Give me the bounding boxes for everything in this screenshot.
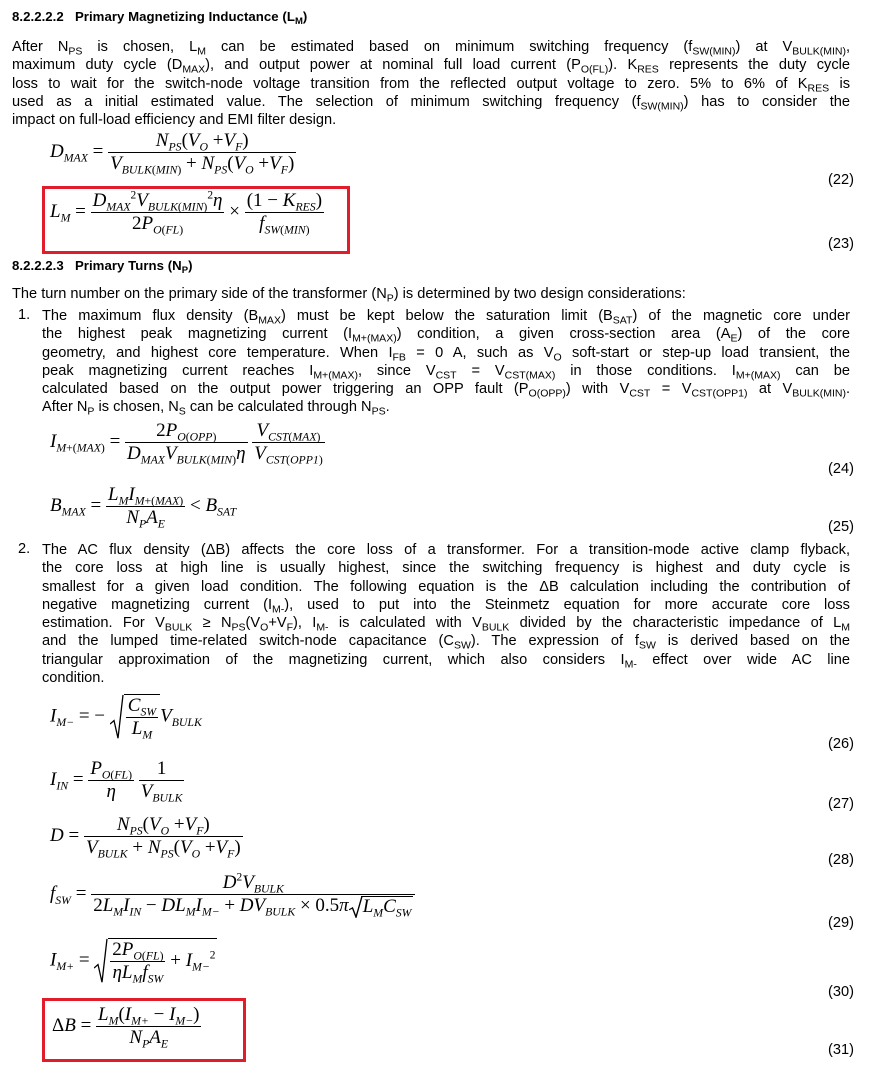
equation-number-23: (23) (828, 236, 854, 252)
equation-27: $I_{IN}$ = $\frac{P_{O(FL)}}{\eta}$ $\frac{1}{V_{BULK}}$ (50, 758, 183, 805)
equation-number-27: (27) (828, 796, 854, 812)
list-item-number-2: 2. (18, 541, 31, 557)
equation-number-31: (31) (828, 1042, 854, 1058)
equation-29: $f_{SW}$ = $D^2V_{BULK}$ $2L_MI_{IN} - DL_MI_{M-} + DV_{BULK} \times 0.5\pi$ $L_MC_{SW}$ (50, 872, 415, 918)
section-title: Primary Magnetizing Inductance (L (74, 9, 295, 24)
section-heading-np: 8.2.2.2.3 Primary Turns $(N_P)$ (12, 258, 193, 277)
highlight-box-eq23 (42, 186, 350, 254)
equation-number-29: (29) (828, 915, 854, 931)
equation-number-26: (26) (828, 736, 854, 752)
section-title: Primary Turns (N (74, 258, 182, 273)
equation-number-24: (24) (828, 461, 854, 477)
section-number: 8.2.2.2.3 (12, 258, 64, 273)
list-item-2: The AC flux density (ΔB) affects the core loss of a transformer. For a transition-mode active clamp flyback, the core loss at high line is usually highest, since the switching frequency is highest and duty cycle is smallest for a given load condition. The following equation is the ΔB calculation including the contribution of negative magnetizing current $(I_{M-})$, used to put into the Steinmetz equation for more accurate core loss estimation. For $V_{BULK} \ge N_{PS}(V_O+V_F)$, $I_{M-}$ is calculated with $V_{BULK}$ divided by the characteristic impedance of $L_M$ and the lumped time-related switch-node capacitance $(C_{SW})$. The expression of $f_{SW}$ is derived based on the triangular approximation of the magnetizing current, which also considers $I_{M-}$ effect over wide AC line condition. (42, 542, 851, 687)
equation-number-30: (30) (828, 984, 854, 1000)
equation-28: D = $\frac{N_{PS}(V_O +V_F)}{V_{BULK} + N_{PS}(V_O +V_F)}$ (50, 814, 241, 861)
equation-31: ΔB = $\frac{L_M(I_{M+} - I_{M-})}{N_PA_E}$ (52, 1004, 200, 1051)
intro-paragraph: The turn number on the primary side of the transformer $(N_P)$ is determined by two design considerations: (12, 286, 686, 305)
list-item-1: The maximum flux density $(B_{MAX})$ must be kept below the saturation limit $(B_{SAT})$ of the magnetic core under the highest peak magnetizing current $(I_{M+(MAX)})$ condition, a given cross-section area $(A_E)$ of the core geometry, and highest core temperature. When $I_{FB} = 0$ A, such as $V_O$ soft-start or step-up load transient, the peak magnetizing current reaches $I_{M+(MAX)}$, since $V_{CST} = V_{CST(MAX)}$ in those conditions. $I_{M+(MAX)}$ can be calculated based on the output power triggering an OPP fault $(P_{O(OPP)})$ with $V_{CST} = V_{CST(OPP1)}$ at $V_{BULK(MIN)}$. After $N_P$ is chosen, $N_S$ can be calculated through $N_{PS}$. (42, 308, 851, 418)
paragraph-lm: After $N_{PS}$ is chosen, $L_M$ can be estimated based on minimum switching frequency $(f_{SW(MIN)})$ at $V_{BULK(MIN)}$, maximum duty cycle $(D_{MAX})$, and output power at nominal full load current $(P_{O(FL)})$. $K_{RES}$ represents the duty cycle loss to wait for the switch-node voltage transition from the reflected output voltage to zero. 5% to 6% of $K_{RES}$ is used as a initial estimated value. The selection of minimum switching frequency $(f_{SW(MIN)})$ has to consider the impact on full-load efficiency and EMI filter design. (12, 39, 851, 129)
equation-25: $B_{MAX}$ = $\frac{L_MI_{M+(MAX)}}{N_PA_E}$ < $B_{SAT}$ (50, 484, 237, 531)
equation-number-25: (25) (828, 519, 854, 535)
section-number: 8.2.2.2.2 (12, 9, 64, 24)
list-item-number-1: 1. (18, 307, 31, 323)
equation-number-28: (28) (828, 852, 854, 868)
equation-number-22: (22) (828, 172, 854, 188)
section-heading-lm: 8.2.2.2.2 Primary Magnetizing Inductance $(L_M)$ (12, 9, 308, 28)
equation-22: $D_{MAX}$ = $\frac{N_{PS}(V_O +V_F)}{V_{BULK(MIN)} + N_{PS}(V_O +V_F)}$ (50, 130, 295, 177)
equation-30: $I_{M+}$ = $\frac{2P_{O(FL)}}{\eta L_Mf_{SW}}$ + $I_{M-}^2$ (50, 939, 216, 986)
equation-26: $I_{M-}$ = − $\frac{C_{SW}}{L_M}$ $V_{BULK}$ (50, 695, 202, 742)
equation-23: $L_M$ = $\frac{D_{MAX}^2V_{BULK(MIN)}^2\eta}{2P_{O(FL)}}$ × $\frac{(1 - K_{RES})}{f_{SW(MIN)}}$ (50, 189, 323, 237)
highlight-box-eq31 (42, 998, 246, 1062)
equation-24: $I_{M+(MAX)}$ = $\frac{2P_{O(OPP)}}{D_{MAX}V_{BULK(MIN)}\eta}$ $\frac{V_{CST(MAX)}}{V_{CST(OPP1)}}$ (50, 420, 323, 467)
